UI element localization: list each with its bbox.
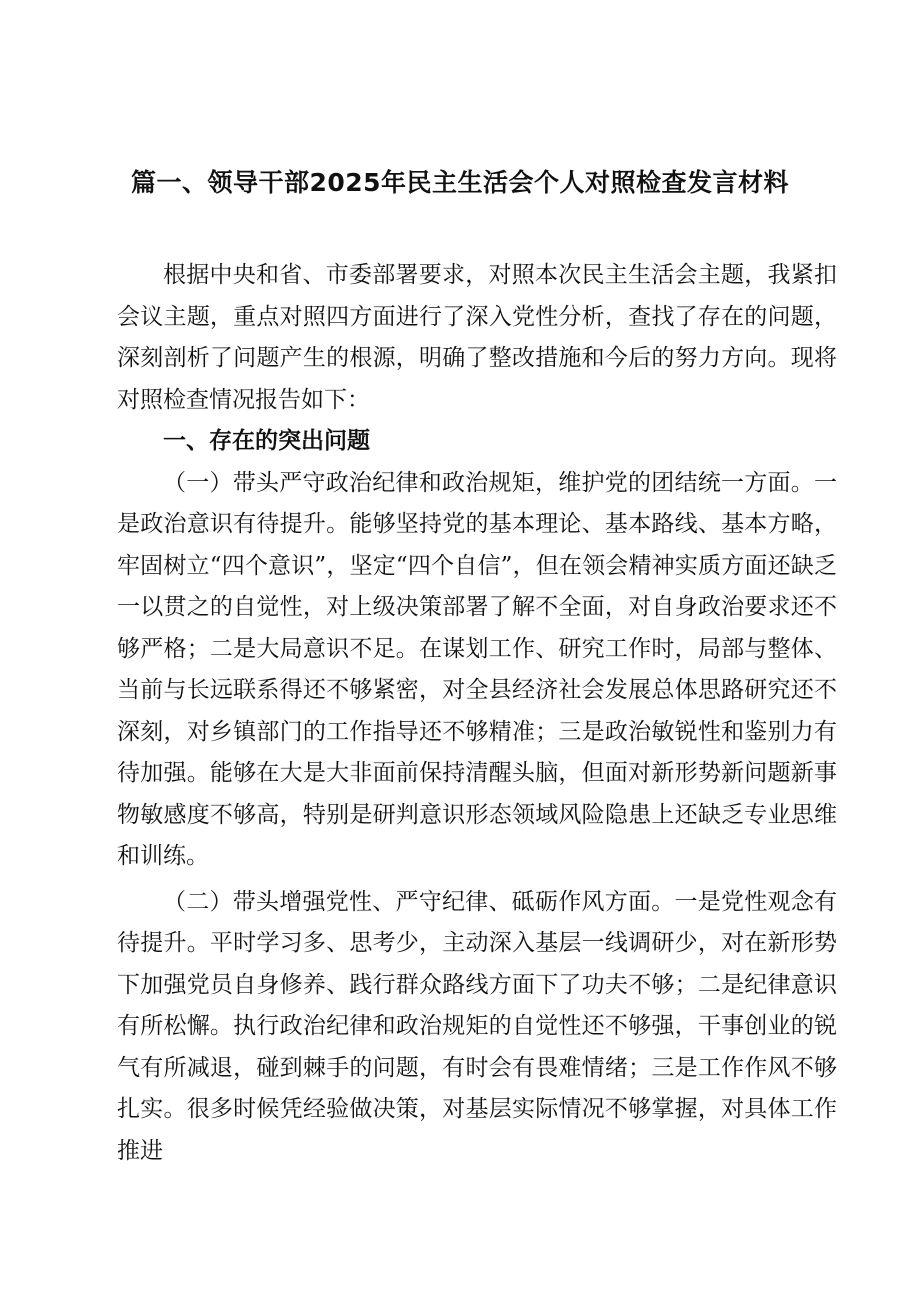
paragraph-party-spirit: （二）带头增强党性、严守纪律、砥砺作风方面。一是党性观念有待提升。平时学习多、思考少，主动深入基层一线调研少，对在新形势下加强党员自身修养、践行群众路线方面下了功夫不够；二是纪律意识有所松懈。执行政治纪律和政治规矩的自觉性还不够强，干事创业的锐气有所减退，碰到棘手的问题，有时会有畏难情绪；三是工作作风不够扎实。很多时候凭经验做决策，对基层实际情况不够掌握，对具体工作推进 <box>117 888 837 1164</box>
section-heading-problems: 一、存在的突出问题 <box>163 428 370 454</box>
document-body <box>117 255 837 1172</box>
document-title: 篇一、领导干部2025年民主生活会个人对照检查发言材料 <box>130 168 790 197</box>
intro-paragraph: 根据中央和省、市委部署要求，对照本次民主生活会主题，我紧扣会议主题，重点对照四方面进行了深入党性分析，查找了存在的问题，深刻剖析了问题产生的根源，明确了整改措施和今后的努力方向。现将对照检查情况报告如下： <box>117 262 837 413</box>
paragraph-political-discipline: （一）带头严守政治纪律和政治规矩，维护党的团结统一方面。一是政治意识有待提升。能够坚持党的基本理论、基本路线、基本方略，牢固树立“四个意识”，坚定“四个自信”，但在领会精神实质方面还缺乏一以贯之的自觉性，对上级决策部署了解不全面，对自身政治要求还不够严格；二是大局意识不足。在谋划工作、研究工作时，局部与整体、当前与长远联系得还不够紧密，对全县经济社会发展总体思路研究还不深刻，对乡镇部门的工作指导还不够精准；三是政治敏锐性和鉴别力有待加强。能够在大是大非面前保持清醒头脑，但面对新形势新问题新事物敏感度不够高，特别是研判意识形态领域风险隐患上还缺乏专业思维和训练。 <box>117 469 837 869</box>
